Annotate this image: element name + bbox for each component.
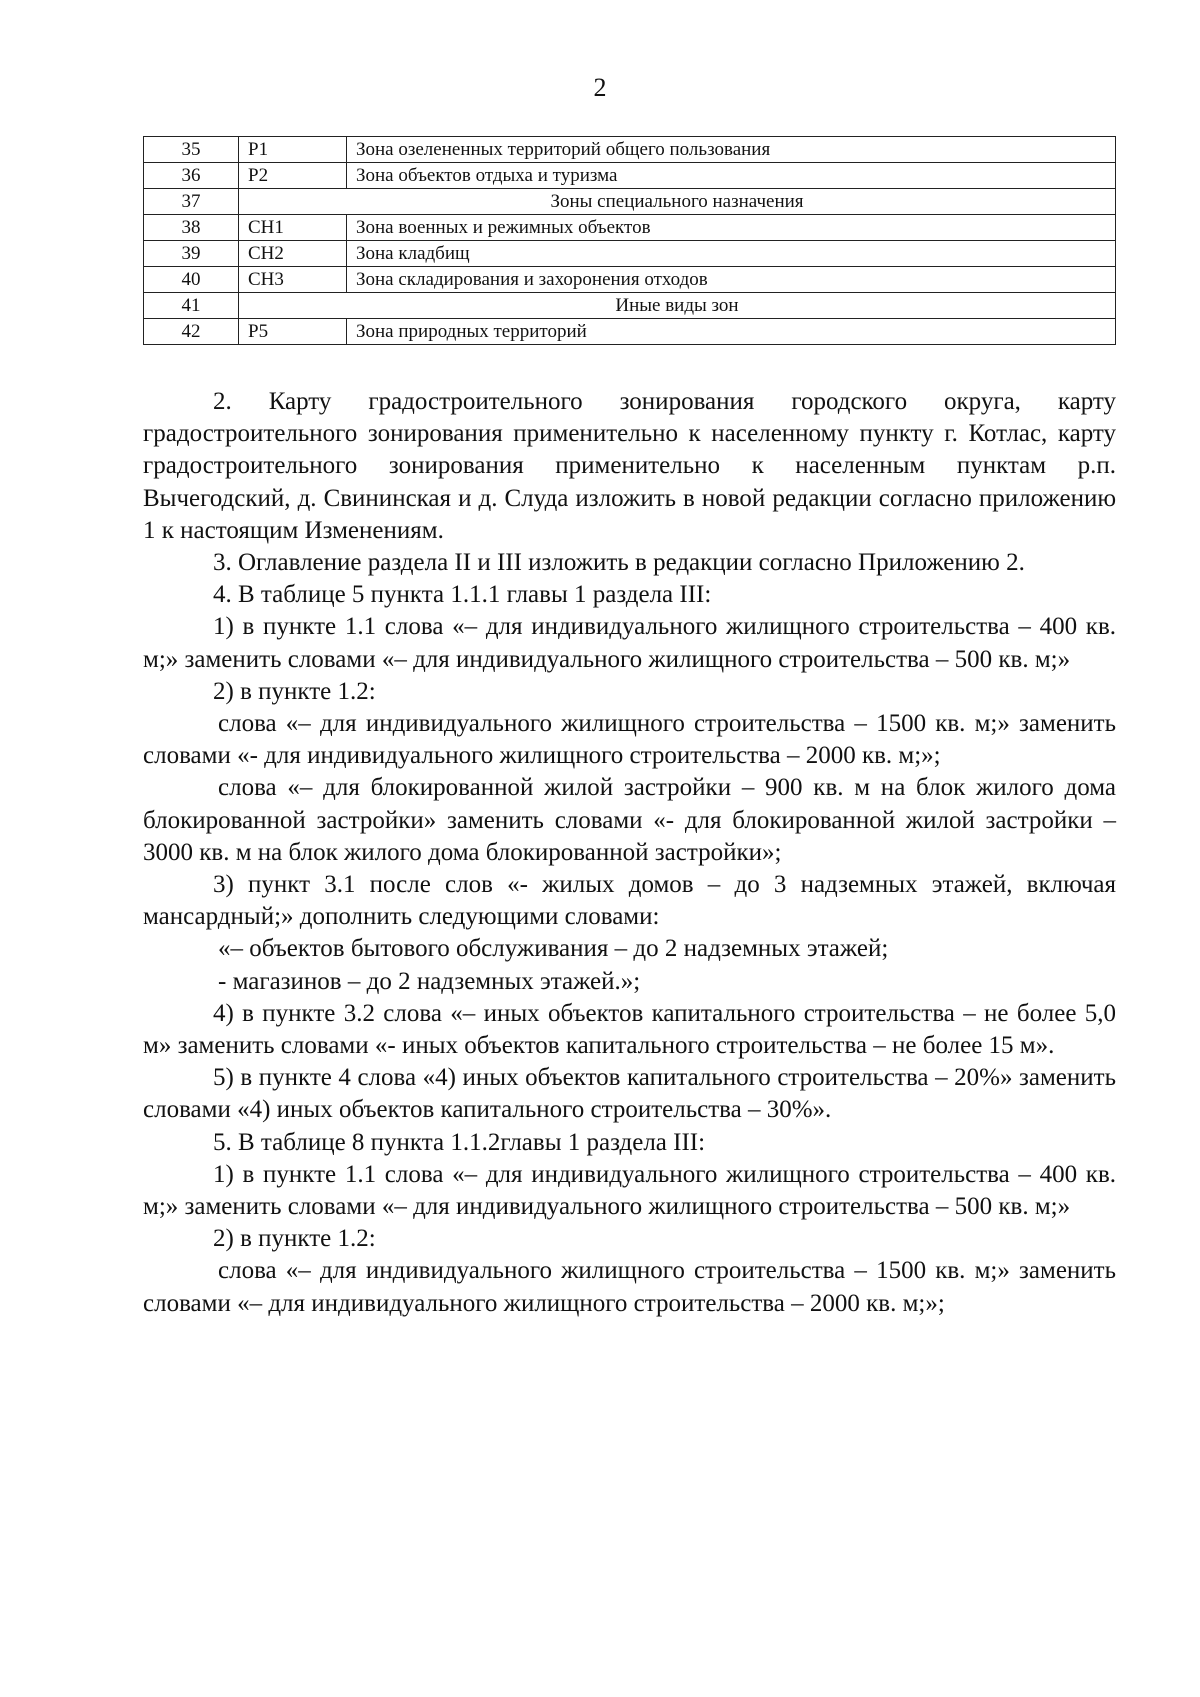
paragraph: 2. Карту градостроительного зонирования городского округа, карту градостроительного зонирования применительно к населенному пункту г. Котлас, карту градостроительного зонирования применительно к населенным пунктам р.п. Вычегодский, д. Свининская и д. Слуда изложить в новой редакции согласно приложению 1 к настоящим Изменениям. bbox=[143, 388, 1116, 544]
zone-name: Зона объектов отдыха и туризма bbox=[347, 163, 1116, 189]
zone-name: Зона военных и режимных объектов bbox=[347, 215, 1116, 241]
table-row bbox=[144, 137, 1116, 163]
table-row bbox=[144, 163, 1116, 189]
table-row bbox=[144, 215, 1116, 241]
row-number: 40 bbox=[144, 267, 239, 293]
table-row bbox=[144, 267, 1116, 293]
zones-table bbox=[143, 136, 1116, 345]
zone-name: Зона складирования и захоронения отходов bbox=[347, 267, 1116, 293]
paragraph: 4) в пункте 3.2 слова «– иных объектов капитального строительства – не более 5,0 м» заменить словами «- иных объектов капитального строительства – не более 15 м». bbox=[143, 999, 1116, 1060]
table-row bbox=[144, 189, 1116, 215]
page-number: 2 bbox=[593, 73, 607, 102]
row-number: 41 bbox=[144, 293, 239, 319]
zone-name: Зона кладбищ bbox=[347, 241, 1116, 267]
row-number: 35 bbox=[144, 137, 239, 163]
paragraph: 5. В таблице 8 пункта 1.1.2главы 1 раздела III: bbox=[213, 1128, 706, 1156]
paragraph: слова «– для индивидуального жилищного строительства – 1500 кв. м;» заменить словами «- для индивидуального жилищного строительства – 2000 кв. м;»; bbox=[143, 710, 1116, 770]
paragraph: 1) в пункте 1.1 слова «– для индивидуального жилищного строительства – 400 кв. м;» заменить словами «– для индивидуального жилищного строительства – 500 кв. м;» bbox=[143, 613, 1116, 673]
paragraph: слова «– для индивидуального жилищного строительства – 1500 кв. м;» заменить словами «– для индивидуального жилищного строительства – 2000 кв. м;»; bbox=[143, 1257, 1116, 1317]
zone-group-heading: Зоны специального назначения bbox=[239, 189, 1116, 215]
paragraph: 4. В таблице 5 пункта 1.1.1 главы 1 раздела III: bbox=[213, 581, 712, 609]
paragraph: 3) пункт 3.1 после слов «- жилых домов – до 3 надземных этажей, включая мансардный;» дополнить следующими словами: bbox=[143, 871, 1116, 931]
row-number: 37 bbox=[144, 189, 239, 215]
table-row bbox=[144, 293, 1116, 319]
zone-code: СН3 bbox=[239, 267, 347, 293]
row-number: 42 bbox=[144, 319, 239, 345]
paragraph: 2) в пункте 1.2: bbox=[213, 677, 376, 705]
zone-name: Зона природных территорий bbox=[347, 319, 1116, 345]
table-row bbox=[144, 241, 1116, 267]
zone-code: Р5 bbox=[239, 319, 347, 345]
paragraph: 1) в пункте 1.1 слова «– для индивидуального жилищного строительства – 400 кв. м;» заменить словами «– для индивидуального жилищного строительства – 500 кв. м;» bbox=[143, 1160, 1116, 1221]
paragraph: слова «– для блокированной жилой застройки – 900 кв. м на блок жилого дома блокированной застройки» заменить словами «- для блокированной жилой застройки – 3000 кв. м на блок жилого дома блокированной застройки»; bbox=[143, 774, 1116, 866]
zone-name: Зона озелененных территорий общего пользования bbox=[347, 137, 1116, 163]
zone-code: Р2 bbox=[239, 163, 347, 189]
paragraph: 5) в пункте 4 слова «4) иных объектов капитального строительства – 20%» заменить словами «4) иных объектов капитального строительства – 30%». bbox=[143, 1064, 1116, 1124]
paragraph: - магазинов – до 2 надземных этажей.»; bbox=[218, 967, 641, 995]
document-body bbox=[143, 386, 1116, 1320]
row-number: 36 bbox=[144, 163, 239, 189]
paragraph: 3. Оглавление раздела II и III изложить в редакции согласно Приложению 2. bbox=[213, 549, 1025, 577]
zone-code: Р1 bbox=[239, 137, 347, 163]
zone-code: СН2 bbox=[239, 241, 347, 267]
table-row bbox=[144, 319, 1116, 345]
row-number: 38 bbox=[144, 215, 239, 241]
zone-group-heading: Иные виды зон bbox=[239, 293, 1116, 319]
paragraph: 2) в пункте 1.2: bbox=[213, 1225, 376, 1253]
paragraph: «– объектов бытового обслуживания – до 2 надземных этажей; bbox=[218, 935, 889, 963]
row-number: 39 bbox=[144, 241, 239, 267]
zone-code: СН1 bbox=[239, 215, 347, 241]
